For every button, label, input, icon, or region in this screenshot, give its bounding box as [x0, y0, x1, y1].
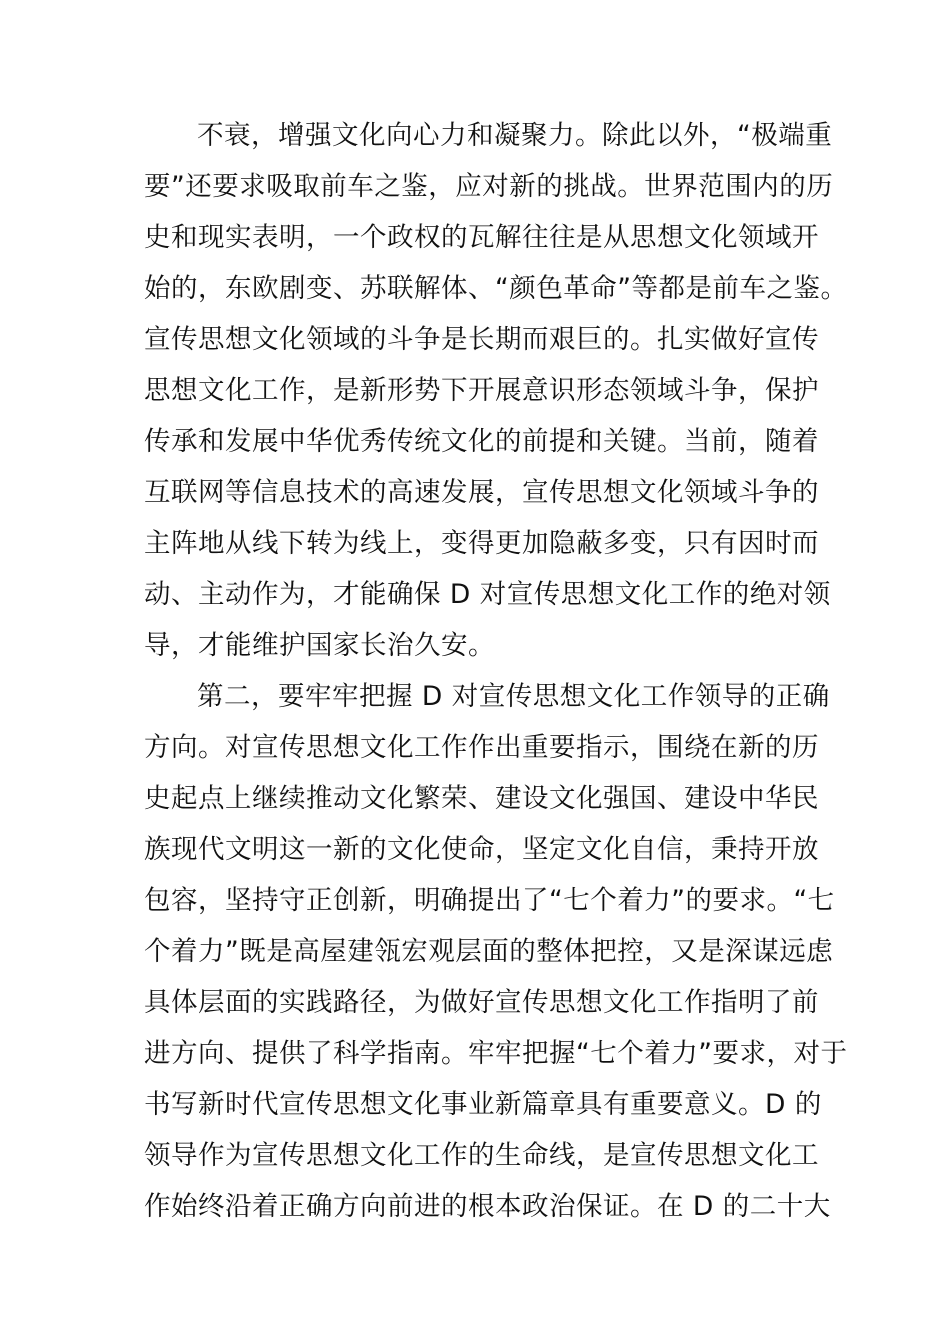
text-line: 方向。对宣传思想文化工作作出重要指示，围绕在新的历 [144, 732, 819, 763]
text-line: 包容，坚持守正创新，明确提出了“七个着力”的要求。“七 [144, 885, 835, 916]
paragraph-2 [144, 671, 848, 1232]
text-line: 动、主动作为，才能确保 D 对宣传思想文化工作的绝对领 [144, 579, 831, 610]
text-line: 思想文化工作，是新形势下开展意识形态领域斗争，保护 [144, 375, 819, 406]
text-line: 互联网等信息技术的高速发展，宣传思想文化领域斗争的 [144, 477, 819, 508]
text-line: 个着力”既是高屋建瓴宏观层面的整体把控，又是深谋远虑 [144, 936, 834, 967]
text-line: 导，才能维护国家长治久安。 [144, 630, 495, 661]
text-line: 族现代文明这一新的文化使命，坚定文化自信，秉持开放 [144, 834, 819, 865]
text-line: 领导作为宣传思想文化工作的生命线，是宣传思想文化工 [144, 1140, 819, 1171]
body-text [144, 110, 848, 1232]
text-line: 第二，要牢牢把握 D 对宣传思想文化工作领导的正确 [197, 681, 830, 712]
text-line: 传承和发展中华优秀传统文化的前提和关键。当前，随着 [144, 426, 819, 457]
text-line: 书写新时代宣传思想文化事业新篇章具有重要意义。D 的 [144, 1089, 822, 1120]
text-line: 史起点上继续推动文化繁荣、建设文化强国、建设中华民 [144, 783, 819, 814]
paragraph-1 [144, 110, 848, 671]
text-line: 不衰，增强文化向心力和凝聚力。除此以外，“极端重 [197, 120, 833, 151]
text-line: 具体层面的实践路径，为做好宣传思想文化工作指明了前 [144, 987, 819, 1018]
text-line: 始的，东欧剧变、苏联解体、“颜色革命”等都是前车之鉴。 [144, 273, 848, 304]
text-line: 史和现实表明，一个政权的瓦解往往是从思想文化领域开 [144, 222, 819, 253]
text-line: 主阵地从线下转为线上，变得更加隐蔽多变，只有因时而 [144, 528, 819, 559]
text-line: 作始终沿着正确方向前进的根本政治保证。在 D 的二十大 [144, 1191, 831, 1222]
text-line: 宣传思想文化领域的斗争是长期而艰巨的。扎实做好宣传 [144, 324, 819, 355]
text-line: 进方向、提供了科学指南。牢牢把握“七个着力”要求，对于 [144, 1038, 848, 1069]
text-line: 要”还要求吸取前车之鉴，应对新的挑战。世界范围内的历 [144, 171, 834, 202]
